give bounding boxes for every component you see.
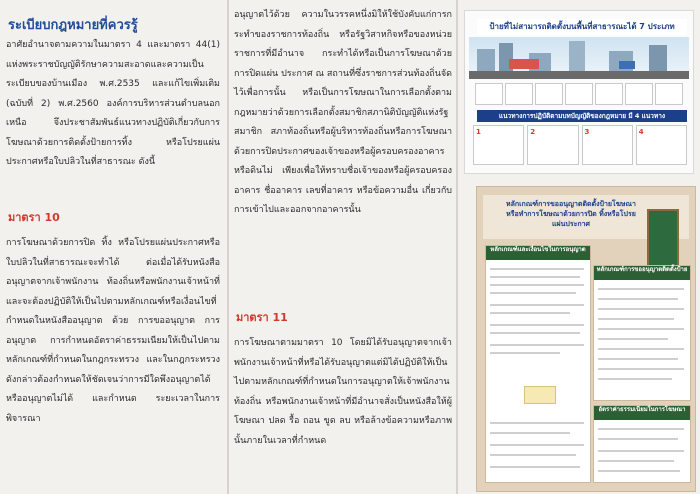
sign-type-card [655, 83, 683, 105]
section-11-title: มาตรา 11 [236, 311, 288, 324]
intro-paragraph: อาศัยอำนาจตามความในมาตรา 4 และมาตรา 44(1) แห่งพระราชบัญญัติรักษาความสะอาดและความเป็นระเบียบของบ้านเมือง พ.ศ.2535 และแก้ไขเพิ่มเติม (ฉบับที่ 2) พ.ศ.2560 องค์การบริหารส่วนตำบลนอกเหนือ จึงประชาสัมพันธ์แนวทางปฏิบัติเกี่ยวกับการโฆษณาด้วยการติดตั้งป้ายการทิ้ง หรือโปรยแผ่นประกาศหรือใบปลิวในที่สาธารณะ ดังนี้ [6, 40, 220, 167]
section-11-text: การโฆษณาตามมาตรา 10 โดยมิได้รับอนุญาตจากเจ้าพนักงานเจ้าหน้าที่หรือได้รับอนุญาตแต่มิได้ปฏิบัติให้เป็นไปตามหลักเกณฑ์ที่กำหนดในการอนุญาตให้เจ้าพนักงานท้องถิ่น หรือพนักงานเจ้าหน้าที่มีอำนาจสั่งเป็นหนังสือให้ผู้โฆษณา ปลด รื้อ ถอน ขูด ลบ หรือล้างข้อความหรือภาพนั้นภายในเวลาที่กำหนด [234, 338, 452, 446]
permit-title: หลักเกณฑ์การขออนุญาตติดตั้งป้ายโฆษณาหรือทำการโฆษณาด้วยการปิด ทิ้งหรือโปรยแผ่นประกาศ [506, 200, 636, 228]
guideline-step-card: 2 [527, 125, 578, 165]
banner-illustration [647, 209, 679, 269]
sign-type-card [565, 83, 593, 105]
sign-type-card [535, 83, 563, 105]
section-10-title: มาตรา 10 [8, 211, 60, 224]
guideline-subtitle: แนวทางการปฏิบัติตามบทบัญญัติของกฎหมาย มี 4 แนวทาง [477, 110, 687, 122]
infographic-title: ป้ายที่ไม่สามารถติดตั้งบนพื้นที่สาธารณะได้ 7 ประเภท [477, 19, 687, 35]
guideline-step-card: 3 [582, 125, 633, 165]
permit-rules-box-head: หลักเกณฑ์การขออนุญาตติดตั้งป้าย [594, 266, 690, 280]
fold-line [456, 0, 458, 494]
guideline-steps [473, 125, 687, 165]
fee-rate-box [593, 405, 691, 483]
car-icon [619, 61, 635, 69]
bus-icon [509, 59, 539, 69]
section-10-continued: อนุญาตไว้ด้วย ความในวรรคหนึ่งมิให้ใช้บังคับแก่การกระทำของราชการท้องถิ่น หรือรัฐวิสาหกิจหรือของหน่วยราชการที่มีอำนาจ กระทำได้หรือเป็นการโฆษณาด้วยการปิดแผ่น ประกาศ ณ สถานที่ซึ่งราชการส่วนท้องถิ่นจัดไว้เพื่อการนั้น หรือเป็นการโฆษณาในการเลือกตั้งตามกฎหมายว่าด้วยการเลือกตั้งสมาชิกสภานิติบัญญัติแห่งรัฐ สมาชิก สภาท้องถิ่นหรือผู้บริหารท้องถิ่นหรือการโฆษณาด้วยการปิดประกาศของเจ้าของหรือผู้ครอบครองอาคารหรือดินไม่ เพียงเพื่อให้ทราบชื่อเจ้าของหรือผู้ครอบครอง อาคาร ชื่ออาคาร เลขที่อาคาร หรือข้อความอื่น เกี่ยวกับการเข้าไปและออกจากอาคารนั้น [234, 10, 452, 215]
conditions-box [485, 245, 591, 483]
conditions-box-head: หลักเกณฑ์และเงื่อนไขในการอนุญาต [486, 246, 590, 260]
fee-badge [524, 386, 556, 404]
guideline-step-card: 4 [636, 125, 687, 165]
road-illustration [469, 71, 689, 79]
fold-line [227, 0, 229, 494]
infographic-permit-rules [476, 186, 696, 492]
sign-type-row [475, 83, 683, 105]
document-title: ระเบียบกฎหมายที่ควรรู้ [8, 18, 138, 33]
sign-type-card [625, 83, 653, 105]
sign-type-card [595, 83, 623, 105]
fee-rate-box-head: อัตราค่าธรรมเนียมในการโฆษณา [594, 406, 690, 420]
section-10-text: การโฆษณาด้วยการปิด ทิ้ง หรือโปรยแผ่นประกาศหรือใบปลิวในที่สาธารณะจะทำได้ ต่อเมื่อได้รับหนังสืออนุญาตจากเจ้าพนักงาน ท้องถิ่นหรือพนักงานเจ้าหน้าที่ และจะต้องปฏิบัติให้เป็นไปตามหลักเกณฑ์หรือเงื่อนไขที่กำหนดในหนังสืออนุญาต ด้วย การขออนุญาต การอนุญาต การกำหนดอัตราค่าธรรมเนียมให้เป็นไปตามหลักเกณฑ์ที่กำหนดในกฎกระทรวง และในกฎกระทรวงดังกล่าวต้องกำหนดให้ชัดเจนว่าการมีใดพึงอนุญาตได้หรืออนุญาตไม่ได้ และกำหนด ระยะเวลาในการพิจารณา [6, 238, 220, 424]
infographic-sign-types [464, 10, 694, 174]
guideline-step-card: 1 [473, 125, 524, 165]
sign-type-card [505, 83, 533, 105]
city-illustration [469, 37, 689, 71]
sign-type-card [475, 83, 503, 105]
permit-rules-box [593, 265, 691, 401]
